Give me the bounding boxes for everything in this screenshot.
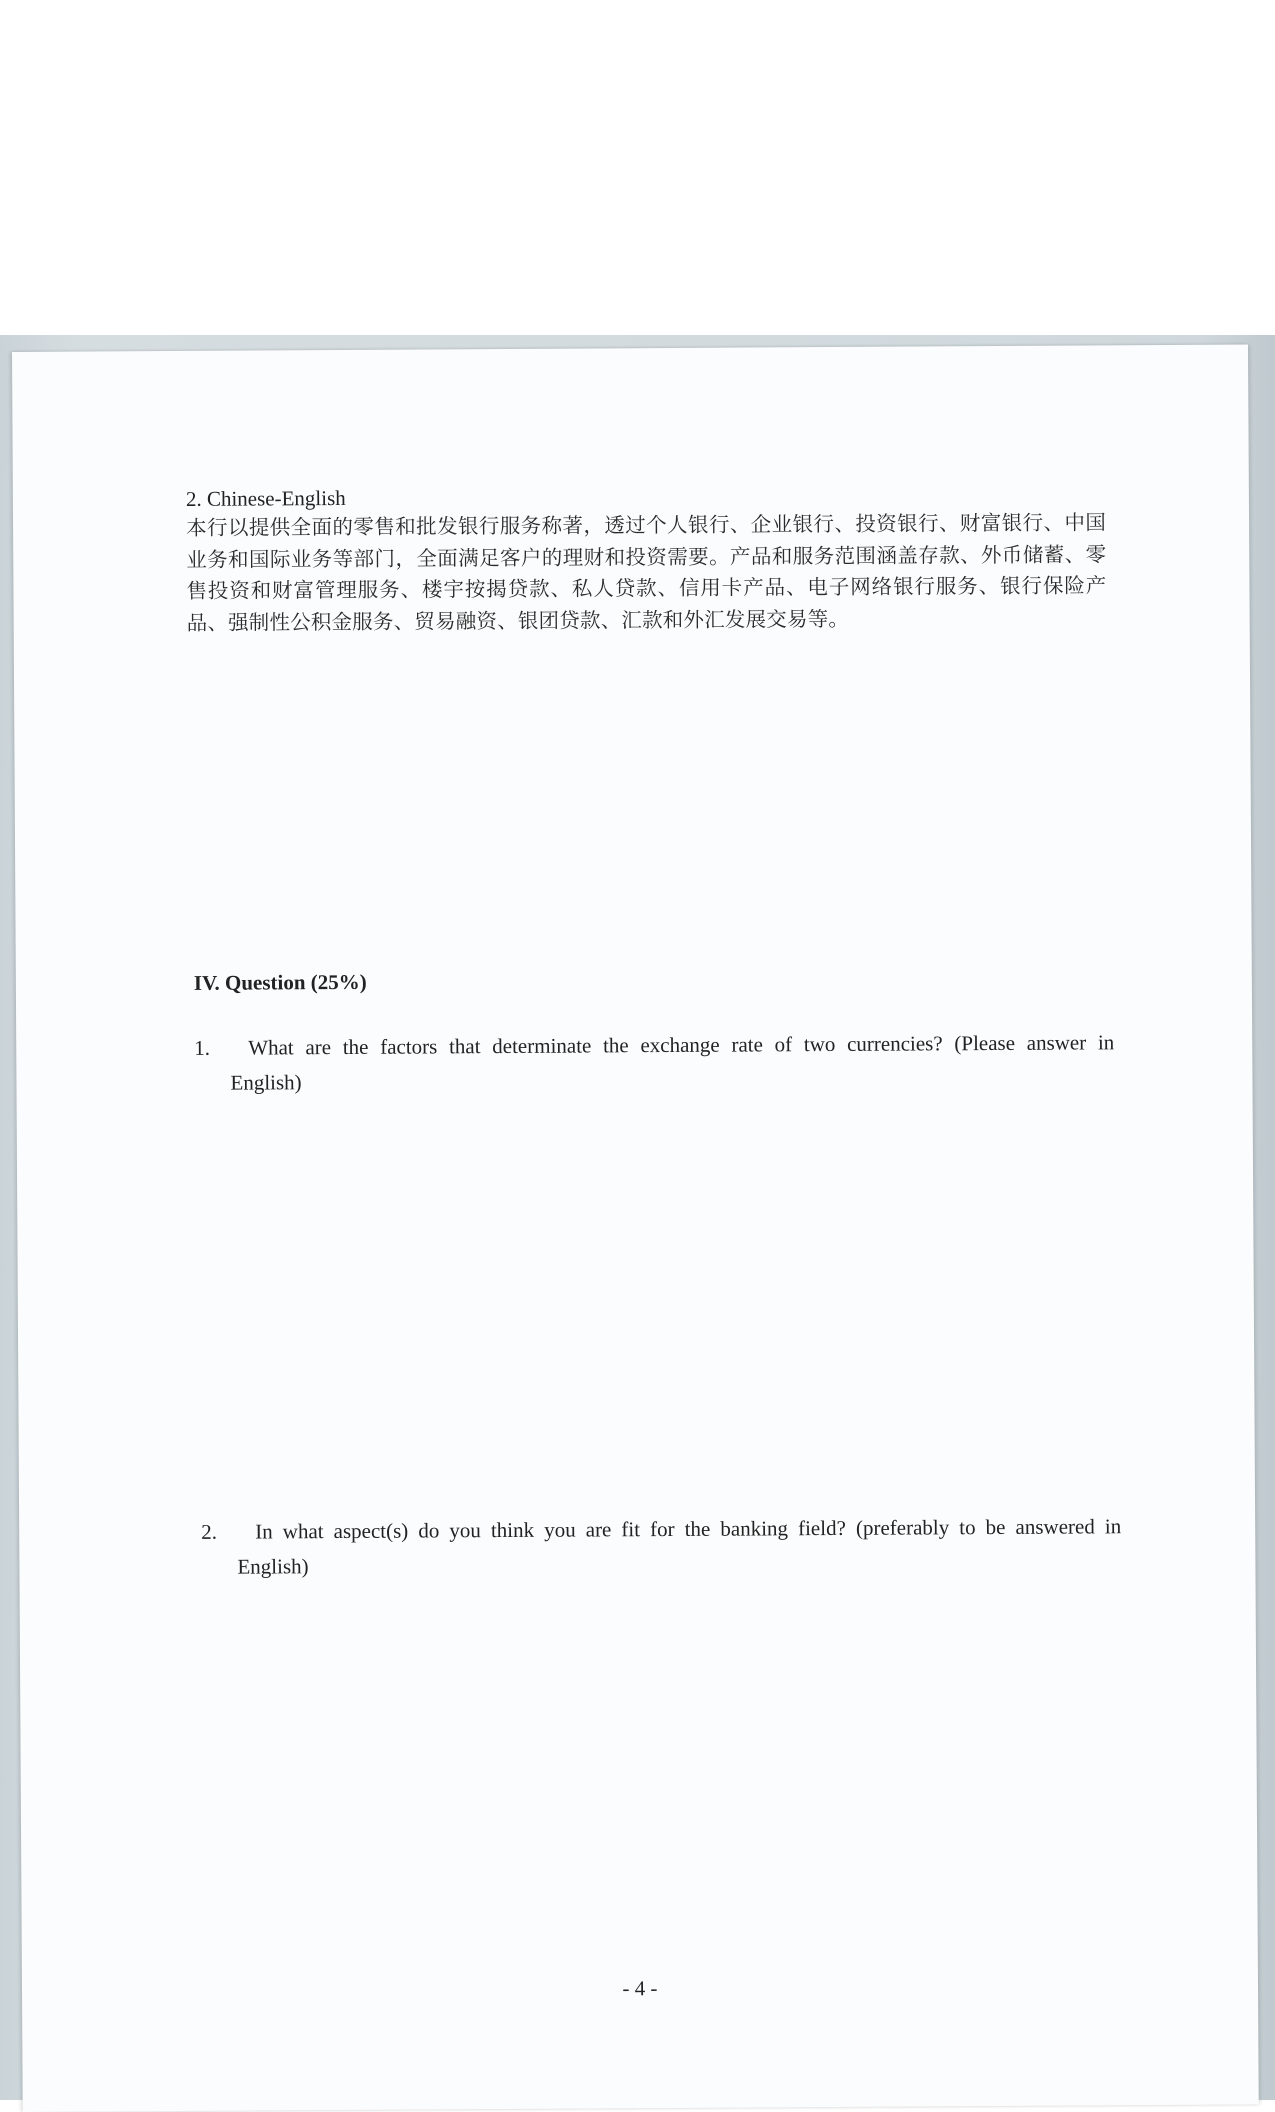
question-number: 2. (201, 1519, 218, 1544)
page-number: - 4 - (622, 1976, 658, 2001)
chinese-passage: 本行以提供全面的零售和批发银行服务称著，透过个人银行、企业银行、投资银行、财富银行、中国业务和国际业务等部门，全面满足客户的理财和投资需要。产品和服务范围涵盖存款、外币储蓄、零售投资和财富管理服务、楼宇按揭贷款、私人贷款、信用卡产品、电子网络银行服务、银行保险产品、强制性公积金服务、贸易融资、银团贷款、汇款和外汇发展交易等。 (186, 510, 1107, 635)
question-1 (194, 1025, 1114, 1101)
question-text-continued: English) (230, 1070, 302, 1095)
question-section-heading: IV. Question (25%) (193, 969, 367, 995)
question-2 (201, 1509, 1121, 1585)
exam-page (12, 344, 1259, 2112)
question-text: What are the factors that determinate the exchange rate of two currencies? (Please answer in (248, 1030, 1115, 1060)
section-heading: 2. Chinese-English (185, 485, 346, 511)
question-text-continued: English) (237, 1554, 309, 1579)
question-text: In what aspect(s) do you think you are fit for the banking field? (preferably to be answered in (255, 1514, 1122, 1544)
question-number: 1. (194, 1035, 211, 1060)
